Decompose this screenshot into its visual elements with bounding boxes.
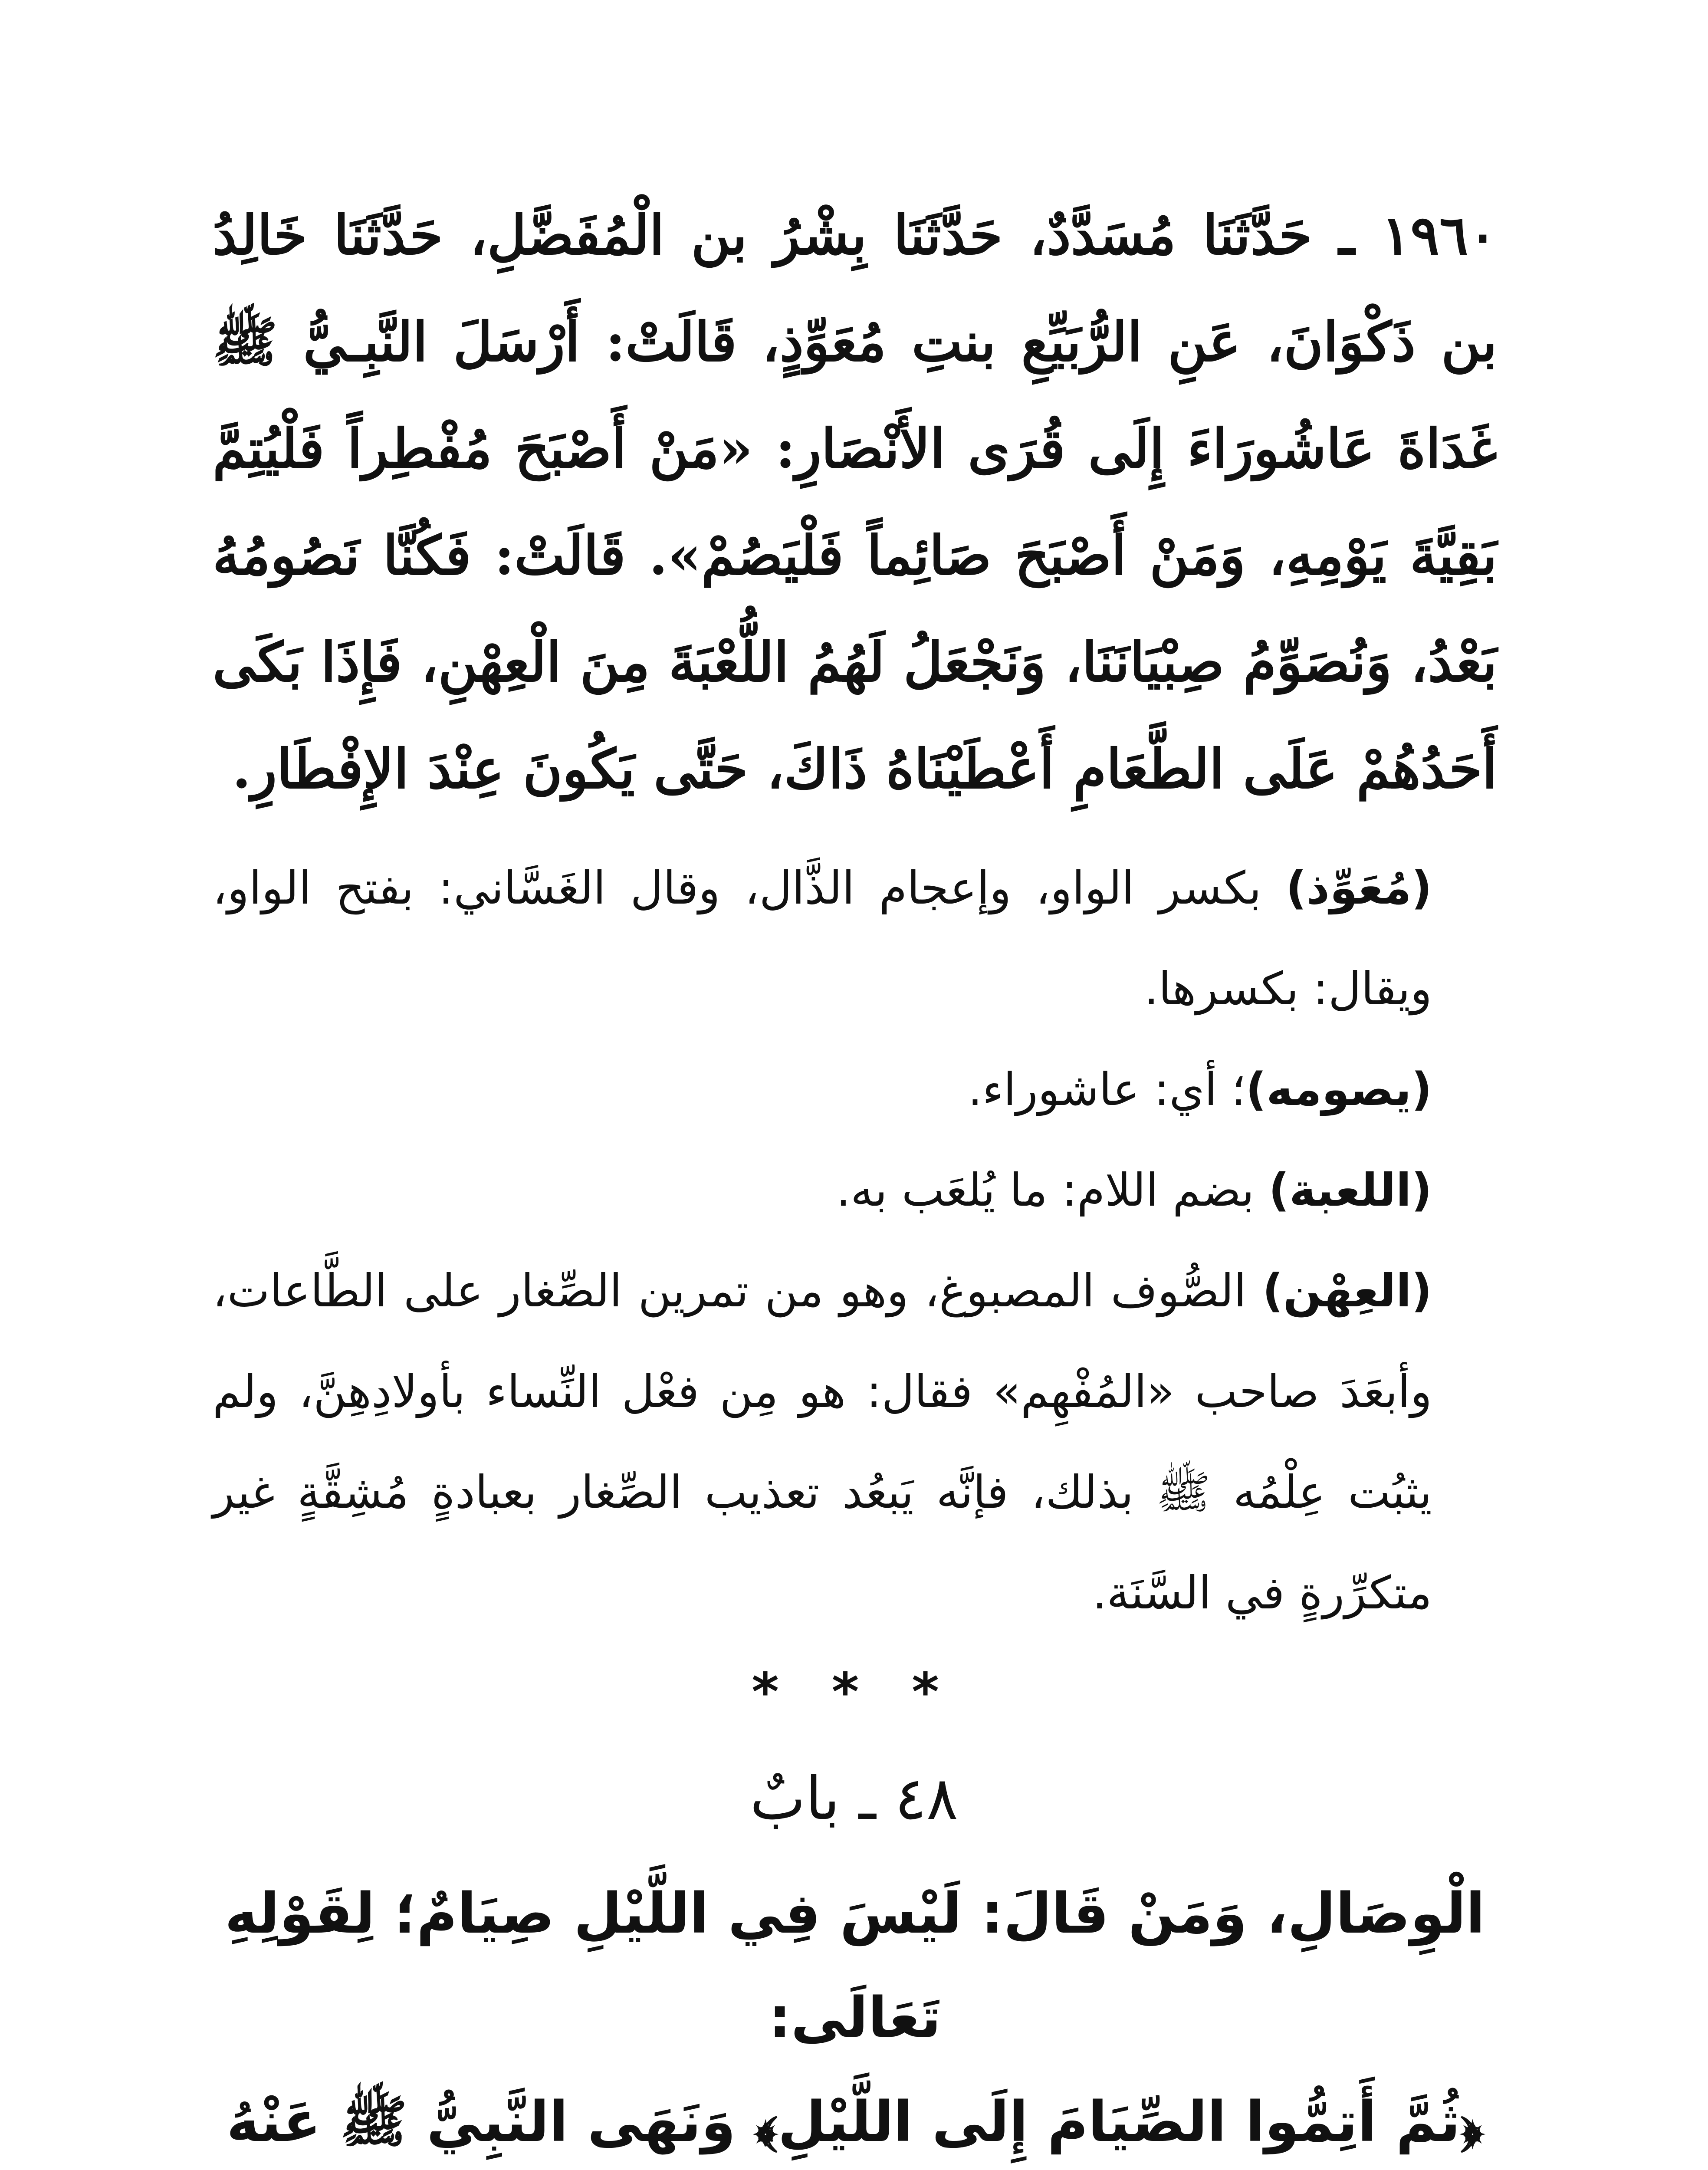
note-term: (مُعَوِّذ) [1286, 861, 1432, 914]
note-muawwidh [213, 838, 1497, 1039]
note-body: الصُّوف المصبوغ، وهو من تمرين الصِّغار على الطَّاعات، وأبعَدَ صاحب «المُفْهِم» فقال: هو مِن فعْل النِّساء بأولادِهِنَّ، ولم يثبُت عِلْمُه ﷺ بذلك، فإنَّه يَبعُد تعذيب الصِّغار بعبادةٍ مُشِقَّةٍ غير متكرِّرةٍ في السَّنَة. [213, 1264, 1432, 1619]
note-body: بكسر الواو، وإعجام الذَّال، وقال الغَسَّاني: بفتح الواو، ويقال: بكسرها. [213, 861, 1432, 1015]
note-term: (اللعبة) [1268, 1164, 1432, 1217]
chapter-number: ٤٨ ـ بابٌ [750, 1765, 958, 1833]
note-ihn [213, 1240, 1497, 1643]
section-separator: * * * [752, 1662, 956, 1723]
note-body: ؛ أي: عاشوراء. [968, 1063, 1246, 1116]
chapter-title-line-1: الْوِصَالِ، وَمَنْ قَالَ: لَيْسَ فِي اللَّيْلِ صِيَامٌ؛ لِقَوْلِهِ تَعَالَى: [224, 1881, 1485, 2050]
chapter-title [187, 1862, 1523, 2170]
commentary-notes [213, 838, 1497, 1643]
note-yasumuhu [213, 1039, 1497, 1140]
note-lubah [213, 1140, 1497, 1240]
note-term: (يصومه) [1245, 1063, 1432, 1116]
note-body: بضم اللام: ما يُلعَب به. [836, 1164, 1269, 1217]
chapter-title-line-2: ﴿ثُمَّ أَتِمُّوا الصِّيَامَ إِلَى اللَّيْلِ﴾ وَنَهَى النَّبِيُّ ﷺ عَنْهُ [227, 2090, 1483, 2154]
note-term: (العِهْن) [1262, 1264, 1432, 1317]
hadith-1960-text: ١٩٦٠ ـ حَدَّثَنَا مُسَدَّدٌ، حَدَّثَنَا بِشْرُ بن الْمُفَضَّلِ، حَدَّثَنَا خَالِدُ بن ذَكْوَانَ، عَنِ الرُّبَيِّعِ بنتِ مُعَوِّذٍ، قَالَتْ: أَرْسَلَ النَّبِـيُّ ﷺ غَدَاةَ عَاشُورَاءَ إِلَى قُرَى الأَنْصَارِ: «مَنْ أَصْبَحَ مُفْطِراً فَلْيُتِمَّ بَقِيَّةَ يَوْمِهِ، وَمَنْ أَصْبَحَ صَائِماً فَلْيَصُمْ». قَالَتْ: فَكُنَّا نَصُومُهُ بَعْدُ، وَنُصَوِّمُ صِبْيَانَنَا، وَنَجْعَلُ لَهُمُ اللُّعْبَةَ مِنَ الْعِهْنِ، فَإِذَا بَكَى أَحَدُهُمْ عَلَى الطَّعَامِ أَعْطَيْنَاهُ ذَاكَ، حَتَّى يَكُونَ عِنْدَ الإِفْطَارِ. [213, 204, 1497, 801]
